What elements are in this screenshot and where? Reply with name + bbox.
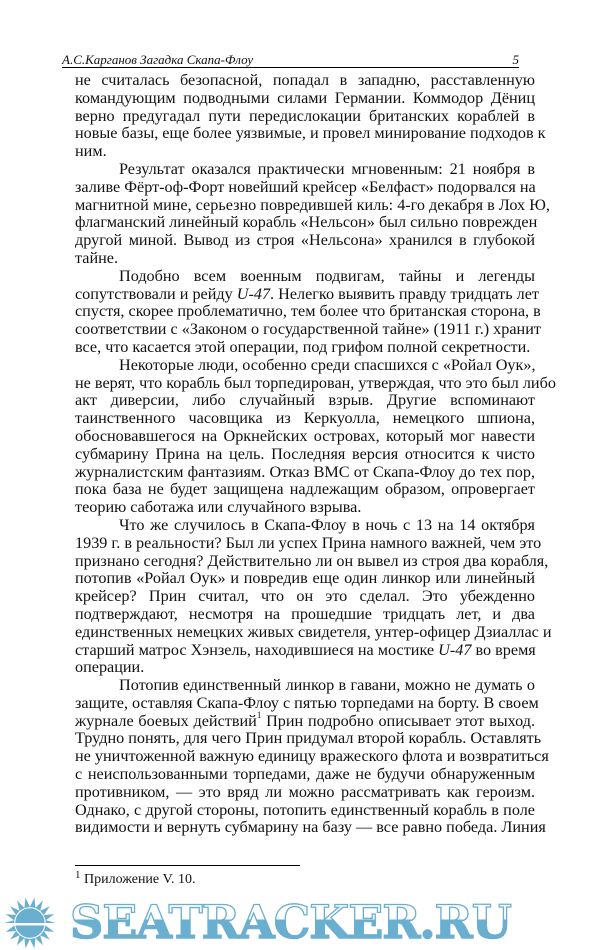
paragraph [75, 159, 550, 268]
paragraph [75, 355, 556, 517]
text-line: противником, — это вряд ли можно рассматривать как героизм. [75, 782, 535, 801]
sun-ray [35, 935, 43, 945]
sun-ray [35, 901, 43, 911]
sun-ray [6, 914, 16, 920]
sun-ray [24, 898, 30, 908]
sun-ray [6, 926, 16, 932]
sun-ray [46, 920, 56, 926]
footnote-text: Приложение V. 10. [84, 872, 196, 887]
text-line: не считалась безопасной, попадал в западню, расставленную [75, 71, 535, 89]
text-line: Трудно понять, для чего Прин придумал второй корабль. Оставлять [75, 729, 542, 748]
running-header-title: А.С.Карганов Загадка Скапа-Флоу [62, 52, 254, 67]
sun-ray [4, 920, 14, 926]
sun-ray [44, 914, 54, 920]
footnote-reference[interactable]: 1 [256, 709, 262, 720]
text-line: другой миной. Вывод из строя «Нельсона» хранился в глубокой [75, 231, 535, 250]
page-number: 5 [512, 52, 519, 67]
sun-ray [17, 901, 25, 911]
sun-ray [40, 931, 50, 940]
text-line: Подобно всем военным подвигам, тайны и легенды [119, 266, 535, 285]
text-line: потопив «Ройал Оук» и повредив еще один линкор или линейный [75, 569, 535, 588]
text-line: теорию саботажа или случайного взрыва. [75, 498, 362, 517]
watermark-text: SEATRACKER.RU [70, 895, 511, 949]
text-line: командующим подводными силами Германии. Коммодор Дёниц [75, 88, 535, 107]
text-line: подтверждают, несмотря на прошедшие тридцать лет, и два [75, 604, 535, 623]
text-line: с неиспользованными торпедами, даже не будучи обнаруженным [75, 765, 535, 784]
text-line: журнале боевых действий$^1$ Прин подробно описывает этот выход. [75, 709, 536, 730]
paragraph [75, 266, 541, 357]
text-line: Что же случилось в Скапа-Флоу в ночь с 13 на 14 октября [119, 515, 535, 534]
text-line: тайне. [75, 248, 119, 267]
text-line: обосновавшегося на Оркнейских островах, который мог навести [75, 426, 535, 445]
text-line: Потопив единственный линкор в гавани, можно не думать о [119, 676, 535, 695]
text-line: новые базы, еще более уязвимые, и провел минирование подходов к [75, 124, 546, 143]
submarine-name: U-47 [438, 640, 472, 659]
text-line: Результат оказался практически мгновенным: 21 ноября в [119, 159, 535, 178]
text-line: все, что касается этой операции, под грифом полной секретности. [75, 337, 531, 356]
text-line: старший матрос Хэнзель, находившиеся на мостике U-47 во время [75, 640, 536, 659]
text-line: журналистским фантазиям. Отказ ВМС от Скапа-Флоу до тех пор, [75, 462, 535, 481]
text-line: операции. [75, 658, 145, 677]
body-text [75, 71, 556, 837]
text-line: заливе Фёрт-оф-Форт новейший крейсер «Белфаст» подорвался на [75, 177, 536, 196]
text-line: флагманский линейный корабль «Нельсон» был сильно поврежден [75, 213, 538, 232]
sun-ray [30, 938, 36, 948]
footnote-marker: 1 [75, 869, 81, 881]
footnote [75, 869, 196, 888]
sun-ray [10, 906, 20, 915]
text-line: акт диверсии, либо случайный взрыв. Другие вспоминают [75, 391, 535, 410]
text-line: не верят, что корабль был торпедирован, утверждая, что это был либо [75, 373, 556, 392]
paragraph [75, 71, 546, 161]
sun-ray [17, 935, 25, 945]
text-line: ним. [75, 142, 107, 161]
text-line: крейсер? Прин считал, что он это сделал. Это убежденно [75, 587, 535, 606]
watermark [0, 896, 614, 950]
text-line: защите, оставляя Скапа-Флоу с пятью торпедами на борту. В своем [75, 693, 539, 712]
sun-ray [44, 926, 54, 932]
text-line: пока база не будет защищена надлежащим образом, опровергает [75, 480, 535, 499]
paragraph [75, 515, 552, 677]
sun-ray [24, 938, 30, 948]
text-line: магнитной мине, серьезно повредившей киль: 4-го декабря в Лох Ю, [75, 195, 550, 214]
sun-ray [40, 906, 50, 915]
text-line: Однако, с другой стороны, потопить единственный корабль в поле [75, 800, 535, 819]
sun-ray [30, 898, 36, 908]
sun-icon [0, 896, 66, 950]
text-line: 1939 г. в реальности? Был ли успех Прина намного важней, чем это [75, 533, 542, 552]
text-line: единственных немецких живых свидетеля, унтер-офицер Дзиаллас и [75, 622, 552, 641]
text-line: таинственного часовщика из Керкуолла, немецкого шпиона, [75, 409, 535, 428]
submarine-name: U-47 [236, 284, 271, 303]
text-line: видимости и вернуть субмарину на базу — все равно победа. Линия [75, 818, 546, 837]
paragraph [75, 676, 549, 837]
running-header [62, 52, 519, 68]
text-line: Некоторые люди, особенно среди спасшихся с «Ройал Оук», [119, 355, 536, 374]
text-line: не уничтоженной важную единицу вражеского флота и возвратиться [75, 747, 549, 766]
text-line: субмарину Прина на цель. Последняя версия относится к чисто [75, 444, 535, 463]
text-line: верно предугадал пути передислокации британских кораблей в [75, 106, 535, 125]
text-line: спустя, скорее проблематично, тем более что британская сторона, в [75, 302, 541, 321]
footnote-separator [75, 865, 300, 866]
text-line: соответствии с «Законом о государственной тайне» (1911 г.) хранит [75, 320, 541, 339]
text-line: признано сегодня? Действительно ли он вывел из строя два корабля, [75, 551, 549, 570]
text-line: сопутствовали и рейду U-47. Нелегко выявить правду тридцать лет [75, 284, 539, 303]
sun-ray [10, 931, 20, 940]
